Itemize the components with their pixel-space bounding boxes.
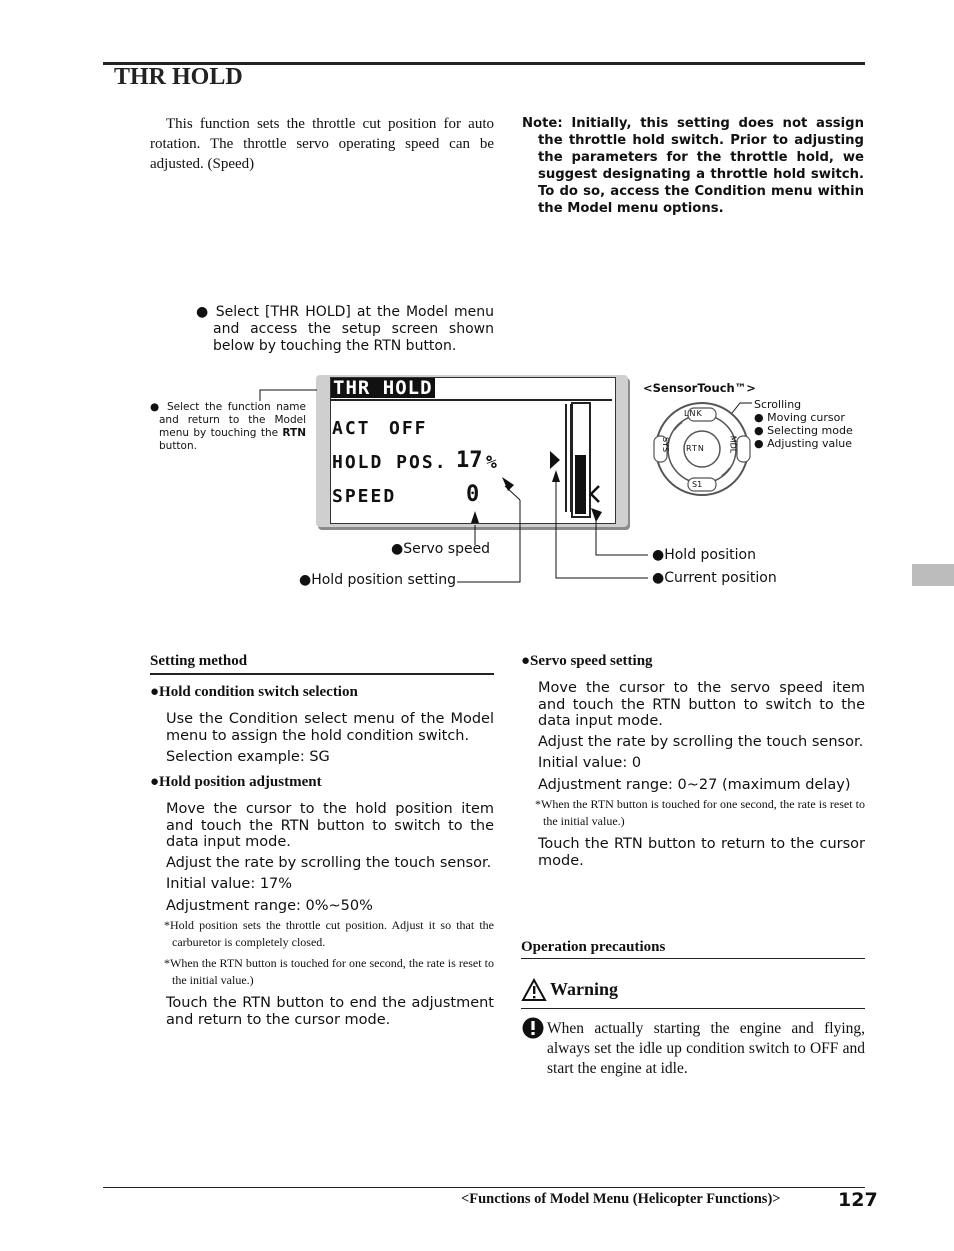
sensortouch-scrolling: Scrolling <box>754 398 802 411</box>
lcd-title-button[interactable]: THR HOLD <box>333 377 433 399</box>
servo-speed-return: Touch the RTN button to return to the cursor mode. <box>538 836 865 869</box>
section-tab <box>912 564 954 586</box>
sensortouch-moving-cursor: ● Moving cursor <box>754 411 845 424</box>
sensortouch-key-lnk[interactable]: LNK <box>684 409 703 418</box>
lcd-hold-pos-unit: % <box>486 452 497 473</box>
hold-position-range: Adjustment range: 0%~50% <box>166 898 373 914</box>
callout-hold-position: ●Hold position <box>652 547 756 563</box>
exclamation-icon <box>522 1017 544 1039</box>
footer-text: <Functions of Model Menu (Helicopter Functions)> <box>461 1191 781 1207</box>
page-number: 127 <box>838 1189 878 1211</box>
callout-servo-speed: ●Servo speed <box>391 541 491 557</box>
servo-speed-note: *When the RTN button is touched for one second, the rate is reset to the initial value.) <box>535 797 865 828</box>
side-note-text: ● Select the function name and return to the Model menu by touching the <box>150 401 306 439</box>
hold-position-initial: Initial value: 17% <box>166 876 293 892</box>
servo-speed-heading: ●Servo speed setting <box>521 653 653 669</box>
lcd-hold-pos-label: HOLD POS. <box>332 452 448 473</box>
sensortouch-key-sys[interactable]: SYS <box>661 436 671 453</box>
intro-paragraph: This function sets the throttle cut position for auto rotation. The throttle servo operating speed can be adjusted. (Speed) <box>150 116 494 172</box>
side-note-rtn: RTN <box>282 427 306 439</box>
sensortouch-notes <box>754 398 853 450</box>
note-text: Note: Initially, this setting does not assign the throttle hold switch. Prior to adjusting the parameters for the throttle hold, we suggest designating a throttle hold switch. To do so, access the Condition menu within the Model menu options. <box>522 116 864 216</box>
hold-position-note-1: *Hold position sets the throttle cut position. Adjust it so that the carburetor is completely closed. <box>164 918 494 949</box>
lcd-hold-pos-value[interactable]: 17 <box>456 448 483 473</box>
side-note-tail: button. <box>159 440 197 452</box>
lcd-speed-value[interactable]: 0 <box>466 482 480 507</box>
select-instruction-text: ● Select [THR HOLD] at the Model menu and access the setup screen shown below by touching the RTN button. <box>196 304 494 354</box>
hold-position-heading: ●Hold position adjustment <box>150 774 322 790</box>
lcd-speed-label: SPEED <box>332 486 397 507</box>
hold-position-note-2: *When the RTN button is touched for one second, the rate is reset to the initial value.) <box>164 956 494 987</box>
servo-speed-range: Adjustment range: 0~27 (maximum delay) <box>538 777 851 793</box>
operation-precautions-heading: Operation precautions <box>521 939 666 955</box>
hold-position-end: Touch the RTN button to end the adjustment and return to the cursor mode. <box>166 995 494 1028</box>
sensortouch-selecting-mode: ● Selecting mode <box>754 424 853 437</box>
servo-speed-initial: Initial value: 0 <box>538 755 642 771</box>
hold-switch-heading: ●Hold condition switch selection <box>150 684 358 700</box>
hold-switch-text: Use the Condition select menu of the Model menu to assign the hold condition switch. <box>166 711 494 744</box>
page-title: THR HOLD <box>114 64 243 90</box>
setting-method-rule <box>150 673 494 675</box>
hold-position-text: Move the cursor to the hold position item and touch the RTN button to switch to the data input mode. <box>166 801 494 850</box>
callout-hold-position-setting: ●Hold position setting <box>299 572 456 588</box>
sensortouch-key-s1[interactable]: S1 <box>692 480 703 489</box>
sensortouch-key-mdl[interactable]: MDL <box>728 435 738 454</box>
warning-label: Warning <box>550 979 619 999</box>
setting-method-heading: Setting method <box>150 653 248 669</box>
warning-rule <box>521 1008 865 1009</box>
sensortouch-key-rtn[interactable]: RTN <box>686 444 705 453</box>
lcd-act-value[interactable]: OFF <box>389 418 428 439</box>
warning-text: When actually starting the engine and flying, always set the idle up condition switch to OFF and start the engine at idle. <box>547 1020 865 1077</box>
warning-triangle-icon <box>521 978 547 1002</box>
operation-precautions-rule <box>521 958 865 959</box>
callout-current-position: ●Current position <box>652 570 777 586</box>
hold-position-adjust: Adjust the rate by scrolling the touch sensor. <box>166 855 492 871</box>
servo-speed-adjust: Adjust the rate by scrolling the touch sensor. <box>538 734 864 750</box>
sensortouch-label: <SensorTouch™> <box>643 381 756 395</box>
callout-lines <box>0 0 954 620</box>
bottom-rule <box>103 1187 865 1188</box>
sensortouch-adjusting-value: ● Adjusting value <box>754 437 853 450</box>
lcd-act-label: ACT <box>332 418 371 439</box>
hold-switch-example: Selection example: SG <box>166 749 330 765</box>
servo-speed-text: Move the cursor to the servo speed item and touch the RTN button to switch to the data input mode. <box>538 680 865 729</box>
